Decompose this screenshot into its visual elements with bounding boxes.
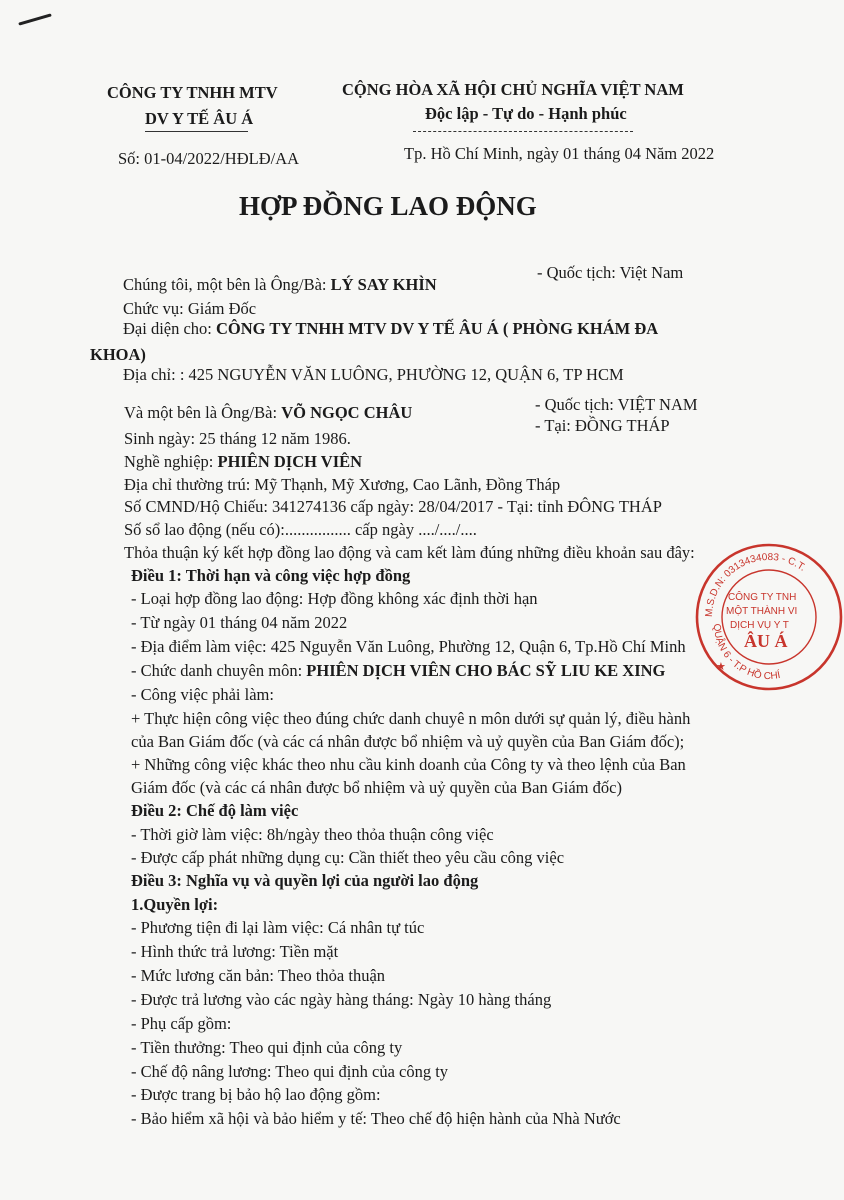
place-date: Tp. Hồ Chí Minh, ngày 01 tháng 04 Năm 2022 bbox=[404, 144, 715, 163]
seal-line1: CÔNG TY TNH bbox=[728, 592, 797, 603]
seal-star-icon: ★ bbox=[716, 661, 726, 673]
article1-job-title: PHIÊN DỊCH VIÊN CHO BÁC SỸ LIU KE XING bbox=[306, 661, 666, 680]
document-number: Số: 01-04/2022/HĐLĐ/AA bbox=[118, 149, 300, 168]
article2-line1: - Thời giờ làm việc: 8h/ngày theo thỏa thuận công việc bbox=[131, 825, 494, 844]
article3-line2: - Hình thức trả lương: Tiền mặt bbox=[131, 942, 339, 961]
employer-name: LÝ SAY KHÌN bbox=[330, 275, 437, 294]
national-title: CỘNG HÒA XÃ HỘI CHỦ NGHĨA VIỆT NAM bbox=[342, 80, 684, 99]
employee-id: Số CMND/Hộ Chiếu: 341274136 cấp ngày: 28/04/2017 - Tại: tỉnh ĐÔNG THÁP bbox=[124, 497, 662, 516]
seal-line3: DỊCH VỤ Y T bbox=[730, 620, 789, 631]
employee-birthplace: - Tại: ĐỒNG THÁP bbox=[535, 416, 670, 435]
employer-intro: Chúng tôi, một bên là Ông/Bà: bbox=[123, 275, 331, 294]
article1-heading: Điều 1: Thời hạn và công việc hợp đồng bbox=[131, 566, 411, 585]
article1-line2: - Từ ngày 01 tháng 04 năm 2022 bbox=[131, 613, 348, 632]
seal-line2: MỘT THÀNH VI bbox=[726, 606, 798, 617]
article3-line5: - Phụ cấp gồm: bbox=[131, 1014, 232, 1033]
document-title: HỢP ĐỒNG LAO ĐỘNG bbox=[239, 191, 537, 221]
article1-line5: - Công việc phải làm: bbox=[131, 685, 274, 704]
employee-job: PHIÊN DỊCH VIÊN bbox=[217, 452, 363, 471]
article3-line9: - Bảo hiểm xã hội và bảo hiểm y tế: Theo chế độ hiện hành của Nhà Nước bbox=[131, 1109, 621, 1128]
national-motto: Độc lập - Tự do - Hạnh phúc bbox=[425, 104, 627, 123]
employer-rep-line bbox=[123, 321, 658, 338]
employee-job-line bbox=[124, 454, 362, 471]
article3-subheading: 1.Quyền lợi: bbox=[131, 895, 219, 914]
article2-line2: - Được cấp phát những dụng cụ: Cần thiết theo yêu cầu công việc bbox=[131, 848, 565, 867]
employee-labor-book: Số sổ lao động (nếu có):................ cấp ngày ..../..../.... bbox=[124, 520, 477, 539]
seal-ring-text: M.S.D.N: 0313434083 - C.T. bbox=[703, 551, 808, 618]
article1-line9: Giám đốc (và các cá nhân được bổ nhiệm và uỷ quyền của Ban Giám đốc) bbox=[131, 778, 622, 797]
article1-line7: của Ban Giám đốc (và các cá nhân được bổ nhiệm và uỷ quyền của Ban Giám đốc); bbox=[131, 732, 685, 751]
employee-birth: Sinh ngày: 25 tháng 12 năm 1986. bbox=[124, 429, 351, 448]
company-name-line2: DV Y TẾ ÂU Á bbox=[145, 109, 254, 128]
article1-line8: + Những công việc khác theo nhu cầu kinh doanh của Công ty và theo lệnh của Ban bbox=[131, 755, 686, 774]
article1-line3: - Địa điểm làm việc: 425 Nguyễn Văn Luông, Phường 12, Quận 6, Tp.Hồ Chí Minh bbox=[131, 637, 686, 656]
employee-nationality: - Quốc tịch: VIỆT NAM bbox=[535, 395, 698, 414]
article3-line3: - Mức lương căn bản: Theo thỏa thuận bbox=[131, 966, 386, 985]
employee-line bbox=[124, 405, 412, 422]
article1-line4 bbox=[131, 663, 665, 680]
employer-company-cont: KHOA) bbox=[90, 345, 146, 364]
employer-line bbox=[123, 277, 437, 294]
article2-heading: Điều 2: Chế độ làm việc bbox=[131, 801, 299, 820]
employee-name: VÕ NGỌC CHÂU bbox=[281, 403, 413, 422]
article3-line4: - Được trả lương vào các ngày hàng tháng: Ngày 10 hàng tháng bbox=[131, 990, 552, 1009]
employer-address: Địa chỉ: : 425 NGUYỄN VĂN LUÔNG, PHƯỜNG 12, QUẬN 6, TP HCM bbox=[123, 365, 624, 384]
pen-mark bbox=[18, 13, 52, 25]
employer-rep-prefix: Đại diện cho: bbox=[123, 319, 217, 338]
seal-ring-bottom-text: QUẬN 6 - T.P HỒ CHÍ bbox=[710, 623, 782, 683]
employee-intro: Và một bên là Ông/Bà: bbox=[124, 403, 282, 422]
article1-line6: + Thực hiện công việc theo đúng chức danh chuyê n môn dưới sự quản lý, điều hành bbox=[131, 709, 691, 728]
company-seal-icon bbox=[694, 542, 844, 692]
seal-line4: ÂU Á bbox=[744, 631, 788, 651]
agreement-line: Thỏa thuận ký kết hợp đồng lao động và cam kết làm đúng những điều khoản sau đây: bbox=[124, 543, 695, 562]
employer-nationality: - Quốc tịch: Việt Nam bbox=[537, 263, 684, 282]
article3-line1: - Phương tiện đi lại làm việc: Cá nhân tự túc bbox=[131, 918, 425, 937]
article3-line8: - Được trang bị bảo hộ lao động gồm: bbox=[131, 1085, 381, 1104]
motto-divider bbox=[413, 131, 633, 132]
article1-line1: - Loại hợp đồng lao động: Hợp đồng không xác định thời hạn bbox=[131, 589, 538, 608]
article3-heading: Điều 3: Nghĩa vụ và quyền lợi của người lao động bbox=[131, 871, 479, 890]
employee-job-prefix: Nghề nghiệp: bbox=[124, 452, 218, 471]
employee-residence: Địa chỉ thường trú: Mỹ Thạnh, Mỹ Xương, Cao Lãnh, Đồng Tháp bbox=[124, 475, 561, 494]
article1-line4-prefix: - Chức danh chuyên môn: bbox=[131, 661, 307, 680]
employer-company: CÔNG TY TNHH MTV DV Y TẾ ÂU Á ( PHÒNG KHÁM ĐA bbox=[216, 319, 659, 338]
employer-position: Chức vụ: Giám Đốc bbox=[123, 299, 257, 318]
company-name-line1: CÔNG TY TNHH MTV bbox=[107, 83, 278, 102]
article3-line6: - Tiền thưởng: Theo qui định của công ty bbox=[131, 1038, 403, 1057]
article3-line7: - Chế độ nâng lương: Theo qui định của công ty bbox=[131, 1062, 449, 1081]
company-underline bbox=[145, 131, 248, 132]
